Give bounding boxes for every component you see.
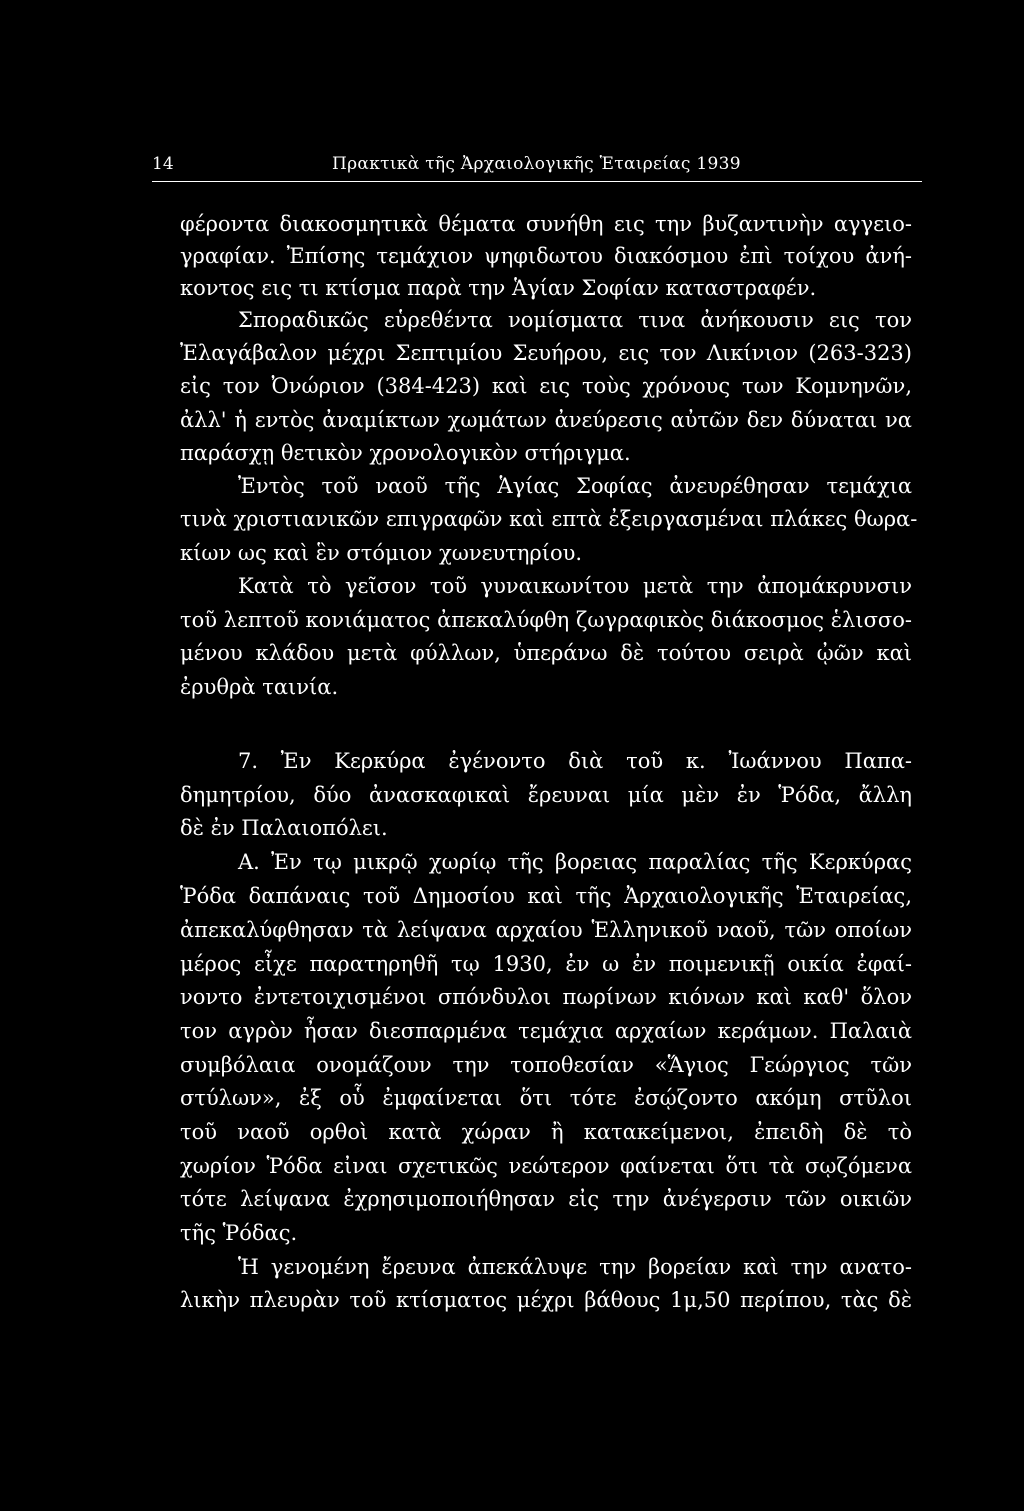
page-number: 14 — [152, 154, 174, 174]
text-line: κοντος εις τι κτίσμα παρὰ την Ἁγίαν Σοφίαν καταστραφέν. — [180, 276, 817, 300]
text-line: γραφίαν. Ἐπίσης τεμάχιον ψηφιδωτου διακόσμου ἐπὶ τοίχου ἀνή- — [180, 244, 912, 268]
text-line: τοῦ ναοῦ ορθοὶ κατὰ χώραν ἢ κατακείμενοι, ἐπειδὴ δὲ τὸ — [180, 1120, 912, 1144]
text-line: λικὴν πλευρὰν τοῦ κτίσματος μέχρι βάθους 1μ,50 περίπου, τὰς δὲ — [180, 1288, 912, 1312]
text-line: παράσχῃ θετικὸν χρονολογικὸν στήριγμα. — [180, 441, 631, 465]
text-line: Ῥόδα δαπάναις τοῦ Δημοσίου καὶ τῆς Ἀρχαιολογικῆς Ἑταιρείας, — [180, 884, 912, 908]
text-line: φέροντα διακοσμητικὰ θέματα συνήθη εις την βυζαντινὴν αγγειο- — [180, 212, 912, 236]
section-heading-line: 7. Ἐν Κερκύρα ἐγένοντο διὰ τοῦ κ. Ἰωάννου Παπα- — [238, 749, 912, 773]
text-line: ἀπεκαλύφθησαν τὰ λείψανα αρχαίου Ἑλληνικοῦ ναοῦ, τῶν οποίων — [180, 918, 912, 942]
text-line: μένου κλάδου μετὰ φύλλων, ὑπεράνω δὲ τούτου σειρὰ ᾠῶν καὶ — [180, 641, 912, 665]
running-title: Πρακτικὰ τῆς Ἀρχαιολογικῆς Ἑταιρείας 1939 — [332, 154, 741, 174]
text-line: τον αγρὸν ἦσαν διεσπαρμένα τεμάχια αρχαίων κεράμων. Παλαιὰ — [180, 1019, 912, 1043]
text-line: Ἡ γενομένη ἔρευνα ἀπεκάλυψε την βορείαν καὶ την ανατο- — [238, 1255, 912, 1279]
text-line: στύλων», ἐξ οὗ ἐμφαίνεται ὅτι τότε ἐσῴζοντο ακόμη στῦλοι — [180, 1086, 912, 1110]
text-line: Ἐντὸς τοῦ ναοῦ τῆς Ἁγίας Σοφίας ἀνευρέθησαν τεμάχια — [238, 474, 912, 498]
text-line: Ἐλαγάβαλον μέχρι Σεπτιμίου Σευήρου, εις τον Λικίνιον (263-323) — [180, 341, 912, 365]
text-line: χωρίον Ῥόδα εἰναι σχετικῶς νεώτερον φαίνεται ὅτι τὰ σῳζόμενα — [180, 1154, 912, 1178]
text-line: Κατὰ τὸ γεῖσον τοῦ γυναικωνίτου μετὰ την ἀπομάκρυνσιν — [238, 574, 912, 598]
text-line: τινὰ χριστιανικῶν επιγραφῶν καὶ επτὰ ἐξειργασμέναι πλάκες θωρα- — [180, 507, 918, 531]
header-rule — [152, 181, 922, 182]
text-line: κίων ως καὶ ἓν στόμιον χωνευτηρίου. — [180, 541, 583, 565]
text-line: εἰς τον Ὀνώριον (384-423) καὶ εις τοὺς χρόνους των Κομνηνῶν, — [180, 374, 912, 398]
text-line: δὲ ἐν Παλαιοπόλει. — [180, 816, 388, 840]
text-line: τοῦ λεπτοῦ κονιάματος ἀπεκαλύφθη ζωγραφικὸς διάκοσμος ἑλισσο- — [180, 608, 912, 632]
text-line: Α. Ἐν τῳ μικρῷ χωρίῳ τῆς βορειας παραλίας τῆς Κερκύρας — [238, 850, 912, 874]
text-line: τότε λείψανα ἐχρησιμοποιήθησαν εἰς την ἀνέγερσιν τῶν οικιῶν — [180, 1187, 912, 1211]
text-line: τῆς Ῥόδας. — [180, 1221, 298, 1245]
text-line: νοντο ἐντετοιχισμένοι σπόνδυλοι πωρίνων κιόνων καὶ καθ' ὅλον — [180, 985, 912, 1009]
text-line: ἐρυθρὰ ταινία. — [180, 675, 339, 699]
text-line: δημητρίου, δύο ἀνασκαφικαὶ ἔρευναι μία μὲν ἐν Ῥόδα, ἄλλη — [180, 783, 912, 807]
text-line: συμβόλαια ονομάζουν την τοποθεσίαν «Ἅγιος Γεώργιος τῶν — [180, 1053, 912, 1077]
text-line: Σποραδικῶς εὑρεθέντα νομίσματα τινα ἀνήκουσιν εις τον — [238, 308, 912, 332]
text-line: μέρος εἶχε παρατηρηθῆ τῳ 1930, ἐν ω ἐν ποιμενικῇ οικία ἐφαί- — [180, 952, 912, 976]
text-line: ἀλλ' ἡ εντὸς ἀναμίκτων χωμάτων ἀνεύρεσις αὐτῶν δεν δύναται να — [180, 408, 912, 432]
page-header — [152, 150, 922, 174]
